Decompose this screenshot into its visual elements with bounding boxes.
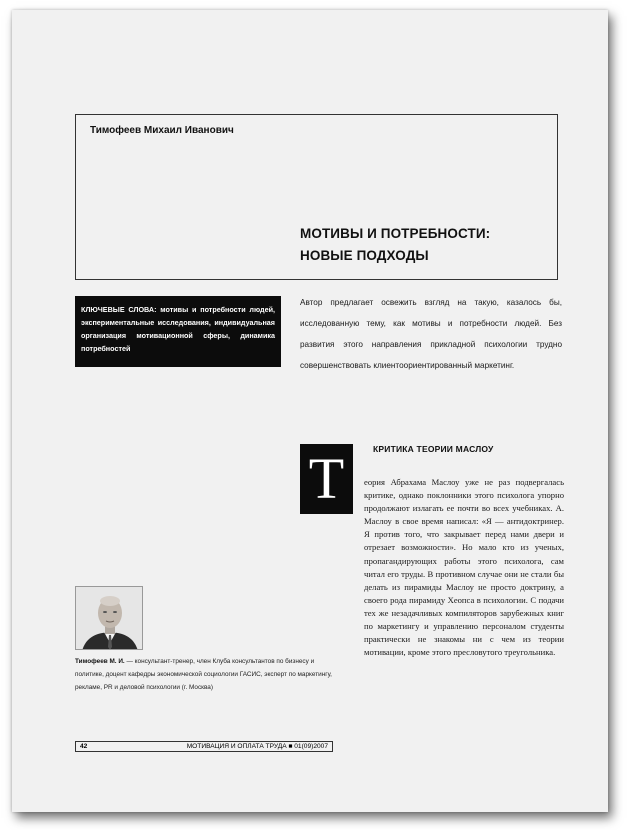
bio-text: — консультант-тренер, член Клуба консультантов по бизнесу и политике, доцент кафедры экономической социологии ГАСИС, эксперт по маркетингу, рекламе, PR и деловой психологии (г. Москва)	[75, 658, 332, 691]
author-photo	[75, 586, 143, 650]
bio-name: Тимофеев М. И.	[75, 658, 125, 665]
page-footer	[75, 741, 333, 752]
body-paragraph: еория Абрахама Маслоу уже не раз подвергалась критике, однако поклонники этого психолога упорно продолжают излагать ее почти во всех учебниках. А. Маслоу в свое время написал: «Я — антидоктринер. Я против того, что закрывает перед нами двери и отрезает возможности». Но мало кто из ученых, пропагандирующих работы этого психолога, сам читал его труды. В противном случае они не стали бы делать из пирамиды Маслоу не просто доктрину, а своего рода пирамиду Хеопса в психологии. С подачи тех же незадачливых компиляторов зарубежных книг по маркетингу и управлению персоналом студенты практически не знакомы ни с чем из теории мотивации, кроме этого пресловутого треугольника.	[364, 477, 564, 658]
article-body	[357, 476, 564, 659]
magazine-page	[12, 10, 608, 812]
title-line-1: МОТИВЫ И ПОТРЕБНОСТИ:	[300, 226, 491, 241]
article-header-box	[75, 114, 558, 280]
keywords-label: КЛЮЧЕВЫЕ СЛОВА:	[81, 305, 157, 314]
article-title	[300, 223, 550, 267]
journal-name: МОТИВАЦИЯ И ОПЛАТА ТРУДА	[186, 743, 287, 750]
author-bio	[75, 655, 337, 694]
keywords-text: мотивы и потребности людей, экспериментальные исследования, индивидуальная организация мотивационной сферы, динамика потребностей	[81, 305, 276, 353]
keywords-box	[75, 296, 281, 367]
section-heading: КРИТИКА ТЕОРИИ МАСЛОУ	[373, 444, 494, 454]
article-abstract: Автор предлагает освежить взгляд на такую, казалось бы, исследованную тему, как мотивы и потребности людей. Без развития этого направления прикладной психологии трудно совершенствовать клиентоориентированный маркетинг.	[300, 298, 562, 370]
footer-journal-info	[187, 742, 328, 751]
square-bullet-icon: ■	[288, 743, 293, 750]
title-line-2: НОВЫЕ ПОДХОДЫ	[300, 248, 429, 263]
page-number: 42	[80, 743, 88, 750]
drop-cap: Т	[300, 444, 353, 514]
author-name: Тимофеев Михаил Иванович	[90, 125, 234, 136]
portrait-image	[76, 587, 143, 650]
issue-number: 01(09)2007	[294, 743, 328, 750]
